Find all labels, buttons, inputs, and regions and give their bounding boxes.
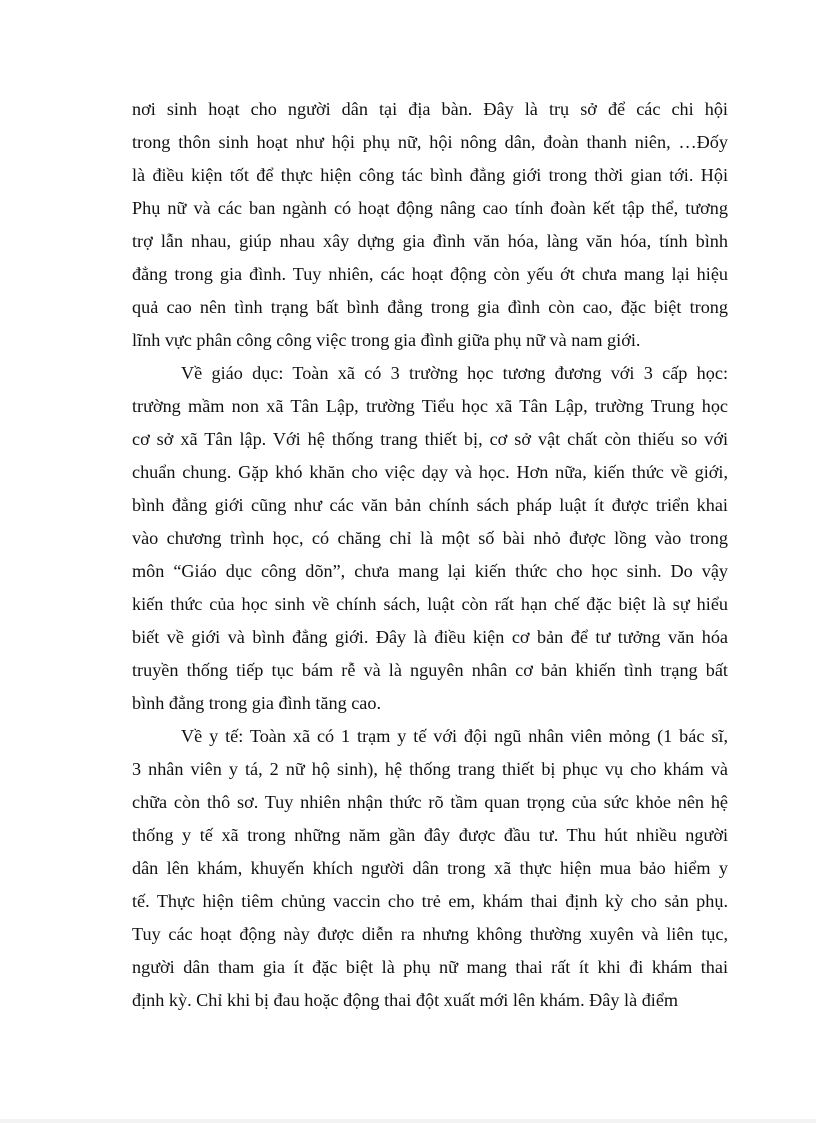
text-line: nơi sinh hoạt cho người dân tại địa bàn. Đây là trụ sở để các chi hội	[132, 99, 728, 119]
text-line: biết về giới và bình đẳng giới. Đây là điều kiện cơ bản để tư tưởng văn hóa	[132, 627, 728, 647]
text-line: bình đẳng giới cũng như các văn bản chính sách pháp luật ít được triển khai	[132, 495, 728, 515]
text-line: quả cao nên tình trạng bất bình đẳng trong gia đình còn cao, đặc biệt trong	[132, 297, 728, 317]
text-line: trợ lẫn nhau, giúp nhau xây dựng gia đình văn hóa, làng văn hóa, tính bình	[132, 231, 728, 251]
text-line: cơ sở xã Tân lập. Với hệ thống trang thiết bị, cơ sở vật chất còn thiếu so với	[132, 429, 728, 449]
text-line: truyền thống tiếp tục bám rễ và là nguyên nhân cơ bản khiến tình trạng bất	[132, 660, 728, 680]
text-line: định kỳ. Chỉ khi bị đau hoặc động thai đột xuất mới lên khám. Đây là điểm	[132, 990, 679, 1010]
page-bottom-edge	[0, 1119, 816, 1123]
text-line: Về y tế: Toàn xã có 1 trạm y tế với đội ngũ nhân viên mỏng (1 bác sĩ,	[181, 726, 728, 746]
text-line: bình đẳng trong gia đình tăng cao.	[132, 693, 382, 713]
text-line: 3 nhân viên y tá, 2 nữ hộ sinh), hệ thống trang thiết bị phục vụ cho khám và	[132, 759, 728, 779]
text-line: là điều kiện tốt để thực hiện công tác bình đẳng giới trong thời gian tới. Hội	[132, 165, 728, 185]
text-line: vào chương trình học, có chăng chỉ là một số bài nhỏ được lồng vào trong	[132, 528, 728, 548]
text-line: Về giáo dục: Toàn xã có 3 trường học tương đương với 3 cấp học:	[181, 363, 728, 383]
paragraph-education	[132, 357, 728, 720]
text-line: đẳng trong gia đình. Tuy nhiên, các hoạt động còn yếu ớt chưa mang lại hiệu	[132, 264, 728, 284]
text-line: kiến thức của học sinh về chính sách, luật còn rất hạn chế đặc biệt là sự hiểu	[132, 594, 728, 614]
text-line: trong thôn sinh hoạt như hội phụ nữ, hội nông dân, đoàn thanh niên, …Đốy	[132, 132, 728, 152]
document-body	[132, 93, 728, 1017]
text-line: người dân tham gia ít đặc biệt là phụ nữ mang thai rất ít khi đi khám thai	[132, 957, 728, 977]
text-line: tế. Thực hiện tiêm chủng vaccin cho trẻ em, khám thai định kỳ cho sản phụ.	[132, 891, 728, 911]
text-line: thống y tế xã trong những năm gần đây được đầu tư. Thu hút nhiều người	[132, 825, 728, 845]
paragraph-community-activities	[132, 93, 728, 357]
text-line: trường mầm non xã Tân Lập, trường Tiểu học xã Tân Lập, trường Trung học	[132, 396, 728, 416]
text-line: Tuy các hoạt động này được diễn ra nhưng không thường xuyên và liên tục,	[132, 924, 728, 944]
text-line: lĩnh vực phân công công việc trong gia đình giữa phụ nữ và nam giới.	[132, 330, 641, 350]
text-line: chuẩn chung. Gặp khó khăn cho việc dạy và học. Hơn nữa, kiến thức về giới,	[132, 462, 728, 482]
text-line: Phụ nữ và các ban ngành có hoạt động nâng cao tính đoàn kết tập thể, tương	[132, 198, 728, 218]
paragraph-health	[132, 720, 728, 1017]
text-line: môn “Giáo dục công dõn”, chưa mang lại kiến thức cho học sinh. Do vậy	[132, 561, 728, 581]
text-line: dân lên khám, khuyến khích người dân trong xã thực hiện mua bảo hiểm y	[132, 858, 728, 878]
text-line: chữa còn thô sơ. Tuy nhiên nhận thức rõ tầm quan trọng của sức khỏe nên hệ	[132, 792, 728, 812]
